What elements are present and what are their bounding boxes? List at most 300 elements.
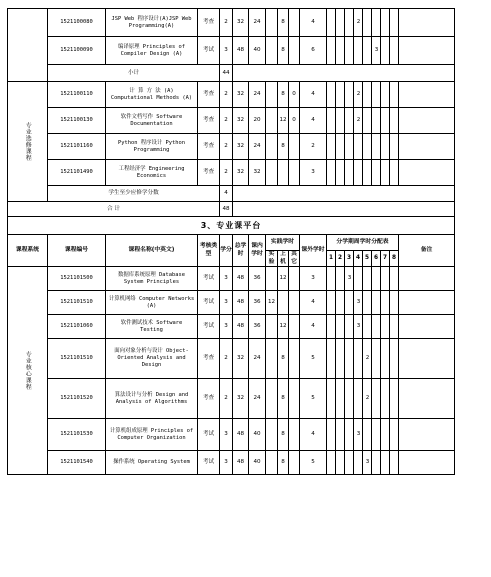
experiment-hours: 12 bbox=[278, 108, 289, 134]
semester-5-hours: 2 bbox=[363, 379, 372, 419]
semester-2-hours bbox=[336, 419, 345, 451]
selfstudy-hours: 3 bbox=[300, 267, 327, 291]
credit: 2 bbox=[220, 379, 233, 419]
header-selfstudy: 课外学时 bbox=[300, 235, 327, 267]
total-hours: 48 bbox=[233, 37, 249, 65]
experiment-hours: 8 bbox=[278, 37, 289, 65]
selfstudy-hours: 2 bbox=[300, 134, 327, 160]
lab-hours bbox=[266, 451, 278, 475]
semester-6-hours bbox=[372, 108, 381, 134]
credit: 3 bbox=[220, 419, 233, 451]
header-exam: 考核类型 bbox=[198, 235, 220, 267]
course-name: 工程经济学 Engineering Economics bbox=[106, 160, 198, 186]
semester-3-hours bbox=[345, 82, 354, 108]
section-title: 3、专业课平台 bbox=[8, 217, 455, 235]
lab-hours bbox=[266, 37, 278, 65]
semester-7-hours bbox=[381, 339, 390, 379]
semester-6-hours: 3 bbox=[372, 37, 381, 65]
semester-3-hours bbox=[345, 315, 354, 339]
header-remark: 备注 bbox=[399, 235, 455, 267]
header-semester: 分学期周学时分配表 bbox=[327, 235, 399, 251]
header-name: 课程名称(中英文) bbox=[106, 235, 198, 267]
credit: 3 bbox=[220, 451, 233, 475]
selfstudy-hours: 4 bbox=[300, 315, 327, 339]
semester-8-hours bbox=[390, 419, 399, 451]
total-hours: 32 bbox=[233, 108, 249, 134]
selfstudy-hours: 4 bbox=[300, 9, 327, 37]
lecture-hours: 32 bbox=[249, 160, 266, 186]
remark bbox=[399, 339, 455, 379]
selfstudy-hours: 6 bbox=[300, 37, 327, 65]
lab-hours bbox=[266, 134, 278, 160]
experiment-hours: 12 bbox=[278, 267, 289, 291]
header-other: 其它 bbox=[289, 251, 300, 267]
other-hours bbox=[289, 379, 300, 419]
semester-8-hours bbox=[390, 339, 399, 379]
course-code: 1521101520 bbox=[48, 379, 106, 419]
semester-5-hours bbox=[363, 108, 372, 134]
semester-4-hours bbox=[354, 451, 363, 475]
experiment-hours: 8 bbox=[278, 9, 289, 37]
total-label: 合 计 bbox=[8, 202, 220, 217]
semester-2-hours bbox=[336, 267, 345, 291]
course-code: 1521101540 bbox=[48, 451, 106, 475]
semester-1-hours bbox=[327, 267, 336, 291]
credit: 2 bbox=[220, 134, 233, 160]
remark bbox=[399, 419, 455, 451]
semester-1-hours bbox=[327, 160, 336, 186]
course-code: 1521101510 bbox=[48, 291, 106, 315]
semester-2-hours bbox=[336, 108, 345, 134]
semester-6-hours bbox=[372, 379, 381, 419]
experiment-hours: 8 bbox=[278, 82, 289, 108]
other-hours bbox=[289, 419, 300, 451]
other-hours bbox=[289, 134, 300, 160]
course-code: 1521100110 bbox=[48, 82, 106, 108]
semester-1-hours bbox=[327, 379, 336, 419]
header-row-1 bbox=[8, 235, 455, 251]
lecture-hours: 36 bbox=[249, 267, 266, 291]
semester-4-hours bbox=[354, 379, 363, 419]
exam-type: 考试 bbox=[198, 419, 220, 451]
course-code: 1521100090 bbox=[48, 37, 106, 65]
course-code: 1521101060 bbox=[48, 315, 106, 339]
total-hours: 48 bbox=[233, 267, 249, 291]
semester-3-hours bbox=[345, 451, 354, 475]
semester-4-hours: 2 bbox=[354, 108, 363, 134]
remark bbox=[399, 379, 455, 419]
lecture-hours: 20 bbox=[249, 108, 266, 134]
table-row bbox=[8, 134, 455, 160]
other-hours: 0 bbox=[289, 108, 300, 134]
semester-1-hours bbox=[327, 82, 336, 108]
lecture-hours: 24 bbox=[249, 339, 266, 379]
header-semester-6: 6 bbox=[372, 251, 381, 267]
course-name: 计算机组成原理 Principles of Computer Organization bbox=[106, 419, 198, 451]
selfstudy-hours: 4 bbox=[300, 108, 327, 134]
semester-8-hours bbox=[390, 315, 399, 339]
semester-1-hours bbox=[327, 108, 336, 134]
semester-2-hours bbox=[336, 37, 345, 65]
semester-1-hours bbox=[327, 315, 336, 339]
course-name: 计 算 方 法 (A) Computational Methods (A) bbox=[106, 82, 198, 108]
semester-2-hours bbox=[336, 451, 345, 475]
exam-type: 考查 bbox=[198, 134, 220, 160]
total-hours: 32 bbox=[233, 134, 249, 160]
total-hours: 48 bbox=[233, 419, 249, 451]
header-semester-4: 4 bbox=[354, 251, 363, 267]
header-hours: 总学时 bbox=[233, 235, 249, 267]
course-name: JSP Web 程序设计(A)JSP Web Programming(A) bbox=[106, 9, 198, 37]
semester-4-hours bbox=[354, 160, 363, 186]
semester-2-hours bbox=[336, 339, 345, 379]
exam-type: 考查 bbox=[198, 82, 220, 108]
total-hours: 48 bbox=[233, 315, 249, 339]
remark bbox=[399, 291, 455, 315]
semester-6-hours bbox=[372, 9, 381, 37]
semester-7-hours bbox=[381, 267, 390, 291]
semester-2-hours bbox=[336, 82, 345, 108]
exam-type: 考试 bbox=[198, 267, 220, 291]
semester-3-hours bbox=[345, 419, 354, 451]
semester-8-hours bbox=[390, 451, 399, 475]
header-semester-7: 7 bbox=[381, 251, 390, 267]
other-hours bbox=[289, 37, 300, 65]
experiment-hours bbox=[278, 160, 289, 186]
table-row bbox=[8, 160, 455, 186]
lab-hours bbox=[266, 108, 278, 134]
lecture-hours: 24 bbox=[249, 9, 266, 37]
semester-6-hours bbox=[372, 134, 381, 160]
semester-1-hours bbox=[327, 419, 336, 451]
curriculum-table bbox=[7, 8, 455, 475]
semester-7-hours bbox=[381, 134, 390, 160]
semester-1-hours bbox=[327, 9, 336, 37]
semester-1-hours bbox=[327, 134, 336, 160]
exam-type: 考查 bbox=[198, 379, 220, 419]
min-credits-value: 4 bbox=[220, 186, 233, 202]
semester-2-hours bbox=[336, 9, 345, 37]
table-row bbox=[8, 108, 455, 134]
semester-3-hours bbox=[345, 379, 354, 419]
remark bbox=[399, 315, 455, 339]
semester-4-hours bbox=[354, 134, 363, 160]
lab-hours bbox=[266, 419, 278, 451]
course-name: 软件文档写作 Software Documentation bbox=[106, 108, 198, 134]
exam-type: 考试 bbox=[198, 37, 220, 65]
total-hours: 32 bbox=[233, 379, 249, 419]
course-name: 计算机网络 Computer Networks (A) bbox=[106, 291, 198, 315]
other-hours bbox=[289, 267, 300, 291]
semester-5-hours bbox=[363, 267, 372, 291]
selfstudy-hours: 5 bbox=[300, 339, 327, 379]
header-semester-5: 5 bbox=[363, 251, 372, 267]
table-row bbox=[8, 82, 455, 108]
course-name: 软件测试技术 Software Testing bbox=[106, 315, 198, 339]
table-row bbox=[8, 419, 455, 451]
min-credits-label: 学生至少应修学分数 bbox=[48, 186, 220, 202]
selfstudy-hours: 4 bbox=[300, 291, 327, 315]
semester-7-hours bbox=[381, 315, 390, 339]
semester-6-hours bbox=[372, 339, 381, 379]
credit: 2 bbox=[220, 108, 233, 134]
semester-4-hours: 2 bbox=[354, 9, 363, 37]
experiment-hours: 8 bbox=[278, 451, 289, 475]
row-filler bbox=[233, 65, 455, 82]
subtotal-label: 小计 bbox=[48, 65, 220, 82]
lecture-hours: 24 bbox=[249, 82, 266, 108]
lecture-hours: 40 bbox=[249, 419, 266, 451]
semester-7-hours bbox=[381, 82, 390, 108]
experiment-hours: 8 bbox=[278, 339, 289, 379]
semester-5-hours bbox=[363, 9, 372, 37]
remark bbox=[399, 134, 455, 160]
semester-3-hours bbox=[345, 160, 354, 186]
credit: 2 bbox=[220, 9, 233, 37]
course-code: 1521101500 bbox=[48, 267, 106, 291]
semester-6-hours bbox=[372, 419, 381, 451]
semester-4-hours bbox=[354, 37, 363, 65]
row-filler bbox=[233, 186, 455, 202]
header-practice: 实践学时 bbox=[266, 235, 300, 251]
lecture-hours: 24 bbox=[249, 379, 266, 419]
semester-2-hours bbox=[336, 160, 345, 186]
header-category: 课程系统 bbox=[8, 235, 48, 267]
lab-hours bbox=[266, 9, 278, 37]
row-filler bbox=[233, 202, 455, 217]
other-hours bbox=[289, 291, 300, 315]
semester-8-hours bbox=[390, 108, 399, 134]
semester-5-hours bbox=[363, 82, 372, 108]
exam-type: 考试 bbox=[198, 315, 220, 339]
table-row bbox=[8, 267, 455, 291]
lab-hours: 12 bbox=[266, 291, 278, 315]
semester-1-hours bbox=[327, 291, 336, 315]
credit: 2 bbox=[220, 339, 233, 379]
credit: 3 bbox=[220, 267, 233, 291]
semester-4-hours: 2 bbox=[354, 82, 363, 108]
semester-2-hours bbox=[336, 291, 345, 315]
credit: 2 bbox=[220, 82, 233, 108]
lab-hours bbox=[266, 315, 278, 339]
experiment-hours: 8 bbox=[278, 379, 289, 419]
lecture-hours: 36 bbox=[249, 315, 266, 339]
semester-5-hours bbox=[363, 419, 372, 451]
semester-6-hours bbox=[372, 291, 381, 315]
semester-3-hours: 3 bbox=[345, 267, 354, 291]
remark bbox=[399, 267, 455, 291]
semester-5-hours bbox=[363, 134, 372, 160]
header-experiment: 上机 bbox=[278, 251, 289, 267]
semester-8-hours bbox=[390, 9, 399, 37]
semester-3-hours bbox=[345, 291, 354, 315]
subtotal-row bbox=[8, 65, 455, 82]
total-row bbox=[8, 202, 455, 217]
group-cell-continued bbox=[8, 9, 48, 82]
course-code: 1521101490 bbox=[48, 160, 106, 186]
table-row bbox=[8, 379, 455, 419]
credit: 3 bbox=[220, 315, 233, 339]
subtotal-value: 44 bbox=[220, 65, 233, 82]
curriculum-table-body bbox=[8, 9, 455, 475]
other-hours bbox=[289, 160, 300, 186]
selfstudy-hours: 5 bbox=[300, 379, 327, 419]
semester-8-hours bbox=[390, 379, 399, 419]
course-name: 编译原理 Principles of Compiler Design (A) bbox=[106, 37, 198, 65]
total-hours: 48 bbox=[233, 291, 249, 315]
semester-8-hours bbox=[390, 291, 399, 315]
semester-1-hours bbox=[327, 37, 336, 65]
lecture-hours: 40 bbox=[249, 37, 266, 65]
course-code: 1521100080 bbox=[48, 9, 106, 37]
semester-6-hours bbox=[372, 160, 381, 186]
semester-7-hours bbox=[381, 160, 390, 186]
semester-2-hours bbox=[336, 315, 345, 339]
table-row bbox=[8, 291, 455, 315]
header-semester-1: 1 bbox=[327, 251, 336, 267]
semester-8-hours bbox=[390, 267, 399, 291]
semester-2-hours bbox=[336, 379, 345, 419]
other-hours bbox=[289, 339, 300, 379]
semester-8-hours bbox=[390, 37, 399, 65]
semester-6-hours bbox=[372, 451, 381, 475]
semester-6-hours bbox=[372, 267, 381, 291]
experiment-hours: 12 bbox=[278, 315, 289, 339]
header-lab: 实验 bbox=[266, 251, 278, 267]
exam-type: 考试 bbox=[198, 451, 220, 475]
header-credit: 学分 bbox=[220, 235, 233, 267]
semester-5-hours bbox=[363, 37, 372, 65]
course-name: Python 程序设计 Python Programming bbox=[106, 134, 198, 160]
semester-4-hours: 3 bbox=[354, 419, 363, 451]
remark bbox=[399, 108, 455, 134]
total-hours: 32 bbox=[233, 82, 249, 108]
course-code: 1521101510 bbox=[48, 339, 106, 379]
semester-3-hours bbox=[345, 108, 354, 134]
semester-7-hours bbox=[381, 9, 390, 37]
course-code: 1521101530 bbox=[48, 419, 106, 451]
semester-4-hours: 3 bbox=[354, 291, 363, 315]
core-group-label: 专业核心课程 bbox=[8, 267, 48, 475]
table-row bbox=[8, 451, 455, 475]
table-row bbox=[8, 9, 455, 37]
experiment-hours bbox=[278, 291, 289, 315]
credit: 3 bbox=[220, 37, 233, 65]
semester-7-hours bbox=[381, 451, 390, 475]
semester-5-hours bbox=[363, 315, 372, 339]
experiment-hours: 8 bbox=[278, 134, 289, 160]
total-hours: 32 bbox=[233, 339, 249, 379]
semester-7-hours bbox=[381, 379, 390, 419]
section-title-row bbox=[8, 217, 455, 235]
semester-4-hours bbox=[354, 267, 363, 291]
other-hours bbox=[289, 9, 300, 37]
credit: 3 bbox=[220, 291, 233, 315]
course-name: 面向对象分析与设计 Object-Oriented Analysis and Design bbox=[106, 339, 198, 379]
semester-5-hours bbox=[363, 291, 372, 315]
semester-2-hours bbox=[336, 134, 345, 160]
remark bbox=[399, 82, 455, 108]
semester-6-hours bbox=[372, 82, 381, 108]
other-hours: 0 bbox=[289, 82, 300, 108]
semester-3-hours bbox=[345, 134, 354, 160]
total-hours: 32 bbox=[233, 9, 249, 37]
course-name: 数据库系统原理 Database System Principles bbox=[106, 267, 198, 291]
lab-hours bbox=[266, 339, 278, 379]
course-code: 1521101160 bbox=[48, 134, 106, 160]
lecture-hours: 24 bbox=[249, 134, 266, 160]
exam-type: 考试 bbox=[198, 291, 220, 315]
table-row bbox=[8, 339, 455, 379]
semester-7-hours bbox=[381, 419, 390, 451]
other-hours bbox=[289, 451, 300, 475]
total-hours: 32 bbox=[233, 160, 249, 186]
semester-3-hours bbox=[345, 339, 354, 379]
header-code: 课程编号 bbox=[48, 235, 106, 267]
credit: 2 bbox=[220, 160, 233, 186]
semester-8-hours bbox=[390, 160, 399, 186]
header-semester-3: 3 bbox=[345, 251, 354, 267]
course-name: 算法设计与分析 Design and Analysis of Algorithms bbox=[106, 379, 198, 419]
selfstudy-hours: 4 bbox=[300, 419, 327, 451]
experiment-hours: 8 bbox=[278, 419, 289, 451]
semester-8-hours bbox=[390, 82, 399, 108]
lab-hours bbox=[266, 267, 278, 291]
other-hours bbox=[289, 315, 300, 339]
course-name: 操作系统 Operating System bbox=[106, 451, 198, 475]
semester-1-hours bbox=[327, 451, 336, 475]
semester-7-hours bbox=[381, 37, 390, 65]
semester-4-hours bbox=[354, 339, 363, 379]
total-value: 48 bbox=[220, 202, 233, 217]
remark bbox=[399, 9, 455, 37]
semester-7-hours bbox=[381, 291, 390, 315]
exam-type: 考查 bbox=[198, 108, 220, 134]
header-semester-2: 2 bbox=[336, 251, 345, 267]
min-credits-row bbox=[8, 186, 455, 202]
exam-type: 考查 bbox=[198, 339, 220, 379]
remark bbox=[399, 451, 455, 475]
lab-hours bbox=[266, 82, 278, 108]
semester-4-hours: 3 bbox=[354, 315, 363, 339]
semester-5-hours: 2 bbox=[363, 339, 372, 379]
remark bbox=[399, 37, 455, 65]
total-hours: 48 bbox=[233, 451, 249, 475]
remark bbox=[399, 160, 455, 186]
semester-5-hours bbox=[363, 160, 372, 186]
table-row bbox=[8, 315, 455, 339]
semester-3-hours bbox=[345, 37, 354, 65]
lecture-hours: 40 bbox=[249, 451, 266, 475]
semester-3-hours bbox=[345, 9, 354, 37]
header-semester-8: 8 bbox=[390, 251, 399, 267]
exam-type: 考查 bbox=[198, 9, 220, 37]
semester-1-hours bbox=[327, 339, 336, 379]
selfstudy-hours: 5 bbox=[300, 451, 327, 475]
elective-group-label: 专业选修课程 bbox=[8, 82, 48, 202]
selfstudy-hours: 4 bbox=[300, 82, 327, 108]
exam-type: 考查 bbox=[198, 160, 220, 186]
semester-6-hours bbox=[372, 315, 381, 339]
course-code: 1521100130 bbox=[48, 108, 106, 134]
lab-hours bbox=[266, 379, 278, 419]
semester-7-hours bbox=[381, 108, 390, 134]
lab-hours bbox=[266, 160, 278, 186]
semester-8-hours bbox=[390, 134, 399, 160]
header-lecture: 课内学时 bbox=[249, 235, 266, 267]
selfstudy-hours: 3 bbox=[300, 160, 327, 186]
table-row bbox=[8, 37, 455, 65]
